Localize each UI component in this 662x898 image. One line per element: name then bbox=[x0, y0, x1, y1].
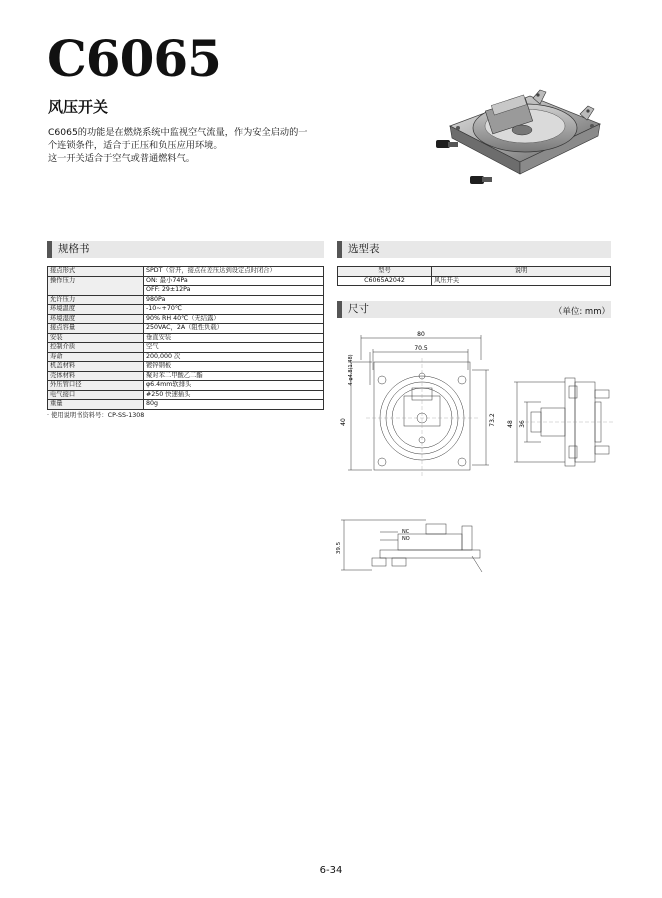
spec-label: 环境湿度 bbox=[48, 314, 144, 324]
dim-73-2: 73.2 bbox=[489, 413, 496, 427]
spec-label: 允许压力 bbox=[48, 295, 144, 305]
terminal-nc-label: NC bbox=[402, 529, 410, 535]
spec-value: 90% RH 40℃（无结露） bbox=[144, 314, 324, 324]
top-view-drawing bbox=[336, 512, 496, 582]
dim-48: 48 bbox=[507, 420, 514, 428]
product-title: C6065 bbox=[47, 29, 221, 88]
table-row bbox=[48, 362, 324, 372]
column-header-desc: 说明 bbox=[432, 267, 611, 277]
table-row bbox=[48, 343, 324, 353]
page-number: 6-34 bbox=[319, 865, 343, 876]
product-description bbox=[48, 126, 333, 165]
spec-label: 寿命 bbox=[48, 352, 144, 362]
dim-39-5: 39.5 bbox=[336, 541, 342, 555]
dim-hole: 4-φ4.8(1.48) bbox=[348, 354, 354, 386]
front-view-drawing bbox=[336, 330, 501, 485]
selection-table bbox=[337, 266, 611, 286]
table-row bbox=[48, 400, 324, 410]
spec-value: #250 快速插头 bbox=[144, 390, 324, 400]
spec-value: -10~+70℃ bbox=[144, 305, 324, 315]
table-row bbox=[48, 371, 324, 381]
spec-value: 80g bbox=[144, 400, 324, 410]
side-view-drawing bbox=[505, 372, 617, 472]
spec-value: ON: 最小74Pa bbox=[144, 276, 324, 286]
dim-80: 80 bbox=[417, 331, 425, 338]
table-row bbox=[48, 352, 324, 362]
spec-label: 重量 bbox=[48, 400, 144, 410]
spec-label: 接点形式 bbox=[48, 267, 144, 277]
spec-value: OFF: 29±12Pa bbox=[144, 286, 324, 296]
table-row bbox=[48, 381, 324, 391]
table-row bbox=[338, 276, 611, 286]
spec-value: SPDT（常开，接点在差压达到设定点时闭合） bbox=[144, 267, 324, 277]
dimensions-heading: 尺寸 bbox=[337, 301, 611, 318]
model-cell: C6065A2042 bbox=[338, 276, 432, 286]
spec-label: 控制介质 bbox=[48, 343, 144, 353]
product-subtitle: 风压开关 bbox=[48, 98, 109, 116]
spec-label: 机盖材料 bbox=[48, 362, 144, 372]
description-line: C6065的功能是在燃烧系统中监视空气流量，作为安全启动的一 bbox=[48, 127, 308, 138]
spec-label: 电气接口 bbox=[48, 390, 144, 400]
product-photo bbox=[430, 84, 610, 194]
table-row bbox=[48, 305, 324, 315]
spec-value: 镀锌钢板 bbox=[144, 362, 324, 372]
selection-heading: 选型表 bbox=[337, 241, 611, 258]
table-header-row bbox=[338, 267, 611, 277]
spec-label: 外压管口径 bbox=[48, 381, 144, 391]
spec-value: 200,000 次 bbox=[144, 352, 324, 362]
spec-value: 980Pa bbox=[144, 295, 324, 305]
spec-label: 环境温度 bbox=[48, 305, 144, 315]
terminal-no-label: NO bbox=[402, 536, 410, 542]
spec-value: φ6.4mm软排头 bbox=[144, 381, 324, 391]
dim-40: 40 bbox=[340, 418, 347, 426]
table-row bbox=[48, 314, 324, 324]
table-row bbox=[48, 267, 324, 277]
description-line: 个连锁条件，适合于正压和负压应用环境。 bbox=[48, 140, 223, 151]
spec-value: 250VAC，2A（阻性负载） bbox=[144, 324, 324, 334]
spec-label: 壳体材料 bbox=[48, 371, 144, 381]
dim-70-5: 70.5 bbox=[414, 345, 428, 352]
spec-table bbox=[47, 266, 324, 410]
spec-label: 操作压力 bbox=[48, 276, 144, 295]
table-row bbox=[48, 276, 324, 286]
table-row bbox=[48, 324, 324, 334]
unit-label: （单位: mm） bbox=[553, 307, 610, 317]
desc-cell: 风压开关 bbox=[432, 276, 611, 286]
table-row bbox=[48, 295, 324, 305]
spec-value: 垂直安装 bbox=[144, 333, 324, 343]
column-header-model: 型号 bbox=[338, 267, 432, 277]
spec-value: 聚对苯二甲酸乙二酯 bbox=[144, 371, 324, 381]
table-row bbox=[48, 390, 324, 400]
spec-heading: 规格书 bbox=[47, 241, 324, 258]
spec-label: 安装 bbox=[48, 333, 144, 343]
spec-value: 空气 bbox=[144, 343, 324, 353]
description-line: 这一开关适合于空气或普通燃料气。 bbox=[48, 153, 195, 164]
spec-note: · 使用说明书资料号：CP-SS-1308 bbox=[47, 412, 145, 419]
spec-label: 接点容量 bbox=[48, 324, 144, 334]
dim-36: 36 bbox=[519, 420, 526, 428]
table-row bbox=[48, 333, 324, 343]
